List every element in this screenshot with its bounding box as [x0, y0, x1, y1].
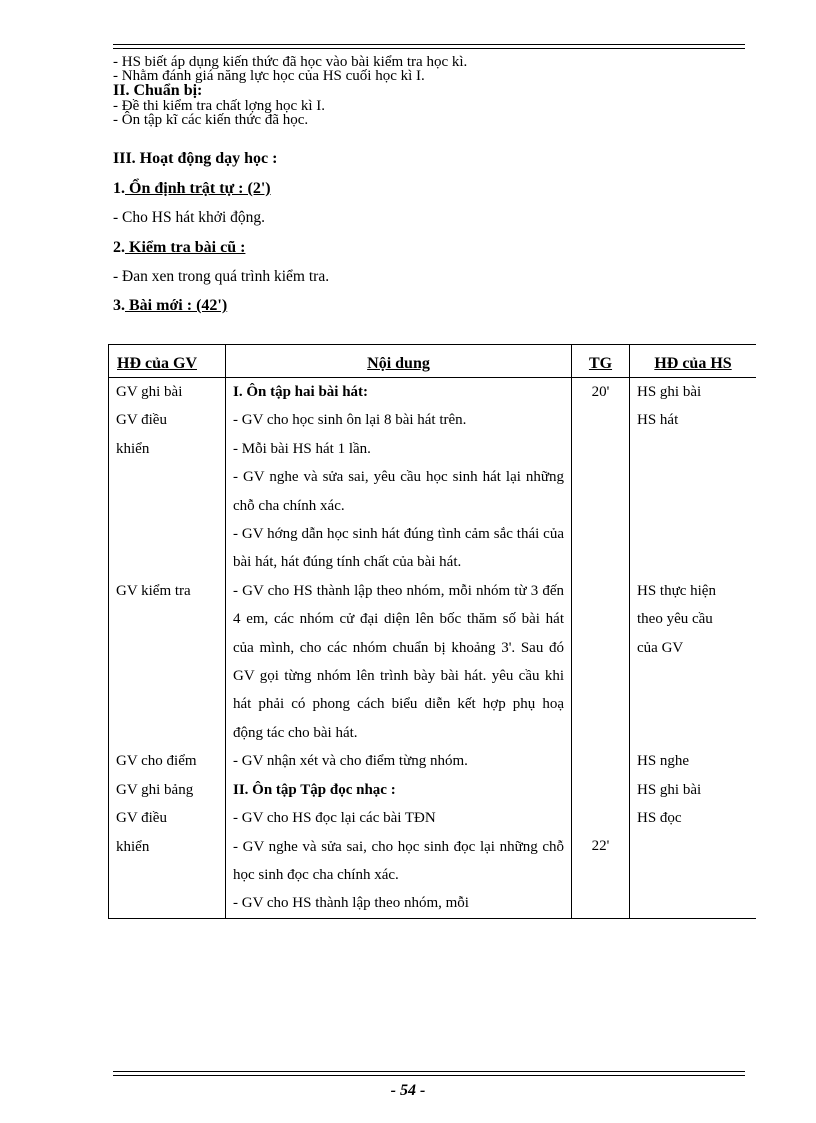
- table-header-row: [109, 345, 757, 378]
- bottom-rule: [113, 1071, 745, 1076]
- gv-cell: GV cho điểm GV ghi bảng GV điều khiển: [116, 753, 197, 855]
- content-heading: II. Ôn tập Tập đọc nhạc :: [233, 781, 396, 798]
- section-3-title: Bài mới : (42'): [125, 297, 228, 314]
- content-cell: - GV nhận xét và cho điểm từng nhóm. II. Ôn tập Tập đọc nhạc : - GV cho HS đọc lại các bài TĐN - GV nghe và sửa sai, cho học sinh đọc lại những chỗ học sinh đọc cha chính xác. - GV cho HS thành lập theo nhóm, mỗi: [226, 747, 572, 918]
- section-3-number: 3.: [113, 297, 125, 314]
- section-2-heading: [113, 239, 245, 257]
- intro-block: [113, 55, 753, 127]
- header-hs: HĐ của HS: [630, 345, 757, 378]
- top-rule: [113, 44, 745, 49]
- intro-line: - Nhằm đánh giá năng lực học của HS cuối học kì I.: [113, 68, 425, 84]
- hs-cell: HS ghi bài HS hát: [630, 378, 757, 577]
- section-2-text: - Đan xen trong quá trình kiểm tra.: [113, 268, 330, 285]
- table-row: [109, 577, 757, 747]
- hs-cell: HS nghe HS ghi bài HS đọc: [630, 747, 757, 918]
- section-3-heading: [113, 297, 227, 315]
- table-row: [109, 747, 757, 918]
- page-number: - 54 -: [390, 1082, 426, 1099]
- section-2-title: Kiểm tra bài cũ :: [125, 239, 246, 256]
- tg-cell: 20': [572, 378, 630, 577]
- intro-line: - Đề thi kiểm tra chất lợng học kì I.: [113, 98, 326, 114]
- content-cell: I. Ôn tập hai bài hát: - GV cho học sinh ôn lại 8 bài hát trên. - Mỗi bài HS hát 1 lần. - GV nghe và sửa sai, yêu cầu học sinh hát lại những chỗ cha chính xác. - GV hớng dẫn học sinh hát đúng tình cảm sắc thái của bài hát, hát đúng tính chất của bài hát.: [226, 378, 572, 577]
- lesson-table-frame: [108, 344, 756, 1052]
- section-1-title: Ổn định trật tự : (2'): [125, 180, 271, 197]
- intro-line: - Ôn tập kĩ các kiến thức đã học.: [113, 112, 309, 128]
- heading-chuan-bi: II. Chuẩn bị:: [113, 82, 203, 99]
- header-noi-dung: Nội dung: [226, 345, 572, 378]
- intro-line: - HS biết áp dụng kiến thức đã học vào bài kiểm tra học kì.: [113, 54, 468, 70]
- section-1-text: - Cho HS hát khởi động.: [113, 209, 266, 226]
- content-heading: I. Ôn tập hai bài hát:: [233, 384, 369, 400]
- section-1-number: 1.: [113, 180, 125, 197]
- header-gv: HĐ của GV: [109, 345, 226, 378]
- content-cell: - GV cho HS thành lập theo nhóm, mỗi nhóm từ 3 đến 4 em, các nhóm cử đại diện lên bốc thăm số bài hát của mình, cho các nhóm chuẩn bị khoảng 3'. Sau đó GV gọi từng nhóm lên trình bày bài hát. yêu cầu khi hát phải có phong cách biểu diễn kết hợp phụ hoạ động tác cho bài hát.: [226, 577, 572, 747]
- gv-cell: GV kiểm tra: [116, 582, 191, 599]
- header-tg: TG: [572, 345, 630, 378]
- section-1-heading: [113, 180, 271, 198]
- lesson-table: [108, 344, 756, 919]
- hs-cell: HS thực hiện theo yêu cầu của GV: [630, 577, 757, 747]
- heading-hoat-dong: III. Hoạt động dạy học :: [113, 150, 278, 167]
- section-2-number: 2.: [113, 239, 125, 256]
- tg-cell: 22': [572, 747, 630, 918]
- table-row: [109, 378, 757, 577]
- gv-cell: GV ghi bài GV điều khiển: [116, 384, 183, 457]
- tg-cell: [572, 577, 630, 747]
